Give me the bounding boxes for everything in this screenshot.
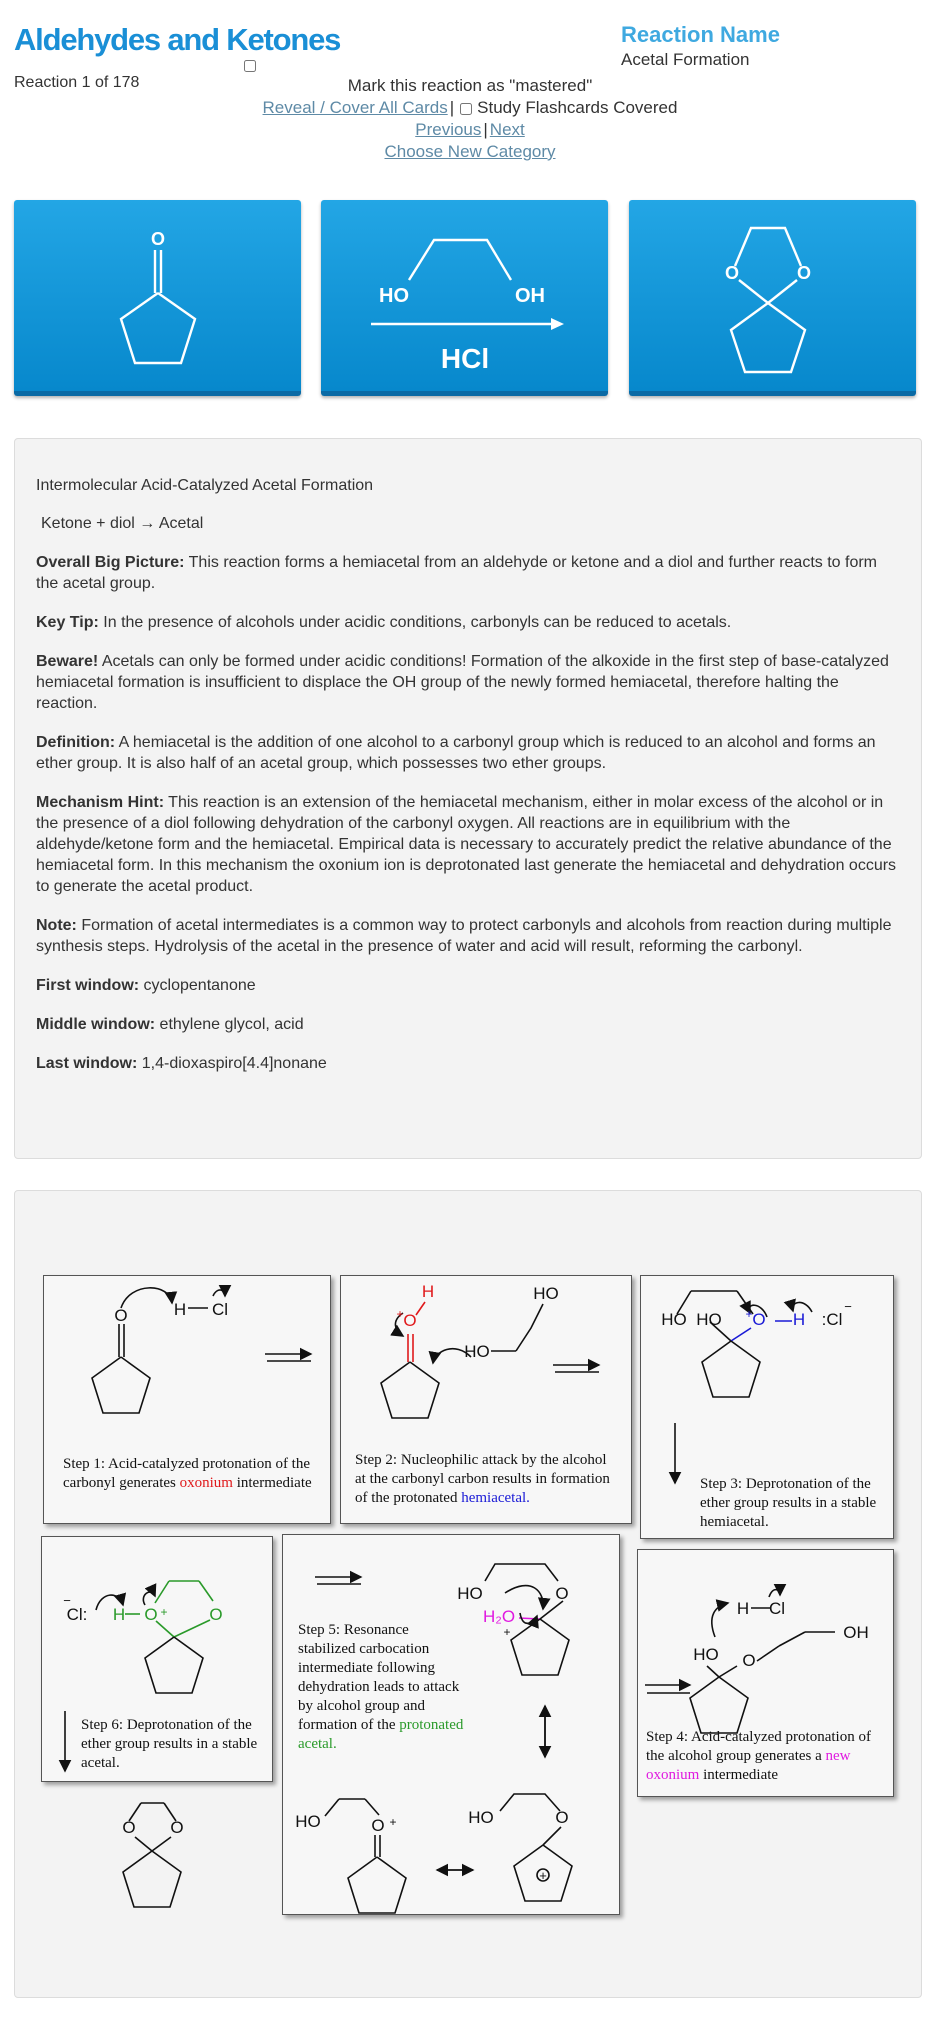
step4-highlight: new oxonium	[646, 1748, 851, 1783]
step5-highlight: protonated acetal.	[298, 1717, 464, 1752]
cl-label: Cl	[768, 1599, 786, 1618]
separator: |	[483, 120, 488, 139]
cyclopentanone-structure	[14, 200, 301, 396]
o-plus-label: O	[371, 1816, 385, 1835]
ho-label: HO	[464, 1342, 490, 1361]
o-label: O	[122, 1818, 136, 1837]
hydroxyl-left-label: HO	[379, 285, 409, 307]
big-picture-lead: Overall Big Picture:	[36, 554, 185, 571]
separator: |	[449, 98, 455, 117]
reactant-card[interactable]	[14, 200, 301, 396]
h-label: H	[736, 1599, 750, 1618]
description-title: Intermolecular Acid-Catalyzed Acetal Formation	[36, 477, 374, 494]
h-label: H	[112, 1605, 126, 1624]
last-window-paragraph	[36, 1053, 900, 1074]
ho-label: HO	[533, 1284, 559, 1303]
note-lead: Note:	[36, 917, 77, 934]
minus-label: −	[63, 1593, 71, 1608]
definition-paragraph	[36, 732, 900, 774]
product-card[interactable]	[629, 200, 916, 396]
o-label: O	[114, 1306, 128, 1325]
reaction-name-heading: Reaction Name	[621, 22, 780, 47]
h-label: H	[173, 1300, 187, 1319]
ring-oxygen-left: O	[724, 263, 740, 283]
hydroxyl-right-label: OH	[515, 285, 545, 307]
plus-label: +	[503, 1625, 511, 1639]
first-window-text: cyclopentanone	[139, 977, 256, 994]
big-picture-paragraph	[36, 552, 900, 594]
last-window-lead: Last window:	[36, 1055, 138, 1072]
plus-label: +	[745, 1307, 753, 1321]
key-tip-paragraph	[36, 612, 900, 633]
big-picture-text: This reaction forms a hemiacetal from an aldehyde or ketone and a diol and further reacts to form the acetal group.	[36, 554, 878, 592]
step1-tail: intermediate	[232, 1475, 312, 1491]
middle-window-lead: Middle window:	[36, 1016, 156, 1033]
o-label: O	[555, 1584, 569, 1603]
step5-text: Step 5: Resonance stabilized carbocation intermediate following dehydration leads to attack by alcohol group and formation of the	[298, 1622, 460, 1733]
definition-text: A hemiacetal is the addition of one alcohol to a carbonyl group which is reduced to an alcohol and forms an ether group. It is also half of an acetal group, which possesses two ether groups.	[36, 734, 876, 772]
plus-label: +	[160, 1605, 168, 1619]
ho-label: HO	[295, 1812, 321, 1831]
carbocation-plus: +	[539, 1868, 547, 1883]
step4-tail: intermediate	[699, 1767, 779, 1783]
acid-label: HCl	[440, 343, 490, 374]
o-label: O	[742, 1651, 756, 1670]
ho-label: HO	[468, 1808, 494, 1827]
step2-text: Step 2: Nucleophilic attack by the alcohol at the carbonyl carbon results in formation of the protonated	[355, 1452, 610, 1506]
beware-lead: Beware!	[36, 653, 99, 670]
step3-text: Step 3: Deprotonation of the ether group results in a stable hemiacetal.	[700, 1476, 877, 1530]
ho-label: HO	[693, 1645, 719, 1664]
plus-label: +	[396, 1307, 404, 1321]
h-label: H	[792, 1310, 806, 1329]
reagent-card[interactable]	[321, 200, 608, 396]
reaction-equation: Ketone + diol → Acetal	[41, 515, 204, 532]
oh-label: OH	[843, 1623, 869, 1642]
plus-label: +	[389, 1815, 397, 1829]
definition-lead: Definition:	[36, 734, 116, 751]
ho-label: HO	[696, 1310, 722, 1329]
o-label: O	[170, 1818, 184, 1837]
step4-text: Step 4: Acid-catalyzed protonation of the alcohol group generates a	[646, 1729, 871, 1764]
ho-label: HO	[457, 1584, 483, 1603]
dioxaspirononane-structure	[629, 200, 916, 396]
chloride-label: Cl:	[66, 1605, 88, 1624]
cl-label: Cl	[211, 1300, 229, 1319]
mastered-label: Mark this reaction as "mastered"	[347, 76, 593, 95]
study-covered-checkbox[interactable]	[460, 103, 472, 115]
step1-highlight: oxonium	[179, 1475, 233, 1491]
h-label: H	[421, 1282, 435, 1301]
o-plus-label: O	[403, 1311, 417, 1330]
first-window-paragraph	[36, 975, 900, 996]
middle-window-paragraph	[36, 1014, 900, 1035]
step6-text: Step 6: Deprotonation of the ether group results in a stable acetal.	[81, 1717, 258, 1771]
first-window-lead: First window:	[36, 977, 140, 994]
note-text: Formation of acetal intermediates is a common way to protect carbonyls and alcohols from reaction during multiple synthesis steps. Hydrolysis of the acetal in the presence of water and acid will result, reforming the carbonyl.	[36, 917, 892, 955]
chloride-label: :Cl	[821, 1310, 843, 1329]
reaction-counter: Reaction 1 of 178	[14, 74, 140, 91]
last-window-text: 1,4-dioxaspiro[4.4]nonane	[137, 1055, 327, 1072]
note-paragraph	[36, 915, 900, 957]
mechanism-hint-paragraph	[36, 792, 900, 897]
mechanism-hint-lead: Mechanism Hint:	[36, 794, 165, 811]
choose-category-link[interactable]: Choose New Category	[384, 142, 556, 161]
minus-label: −	[844, 1299, 852, 1314]
oxygen-label: O	[150, 229, 166, 249]
ho-label: HO	[661, 1310, 687, 1329]
reveal-cover-link[interactable]: Reveal / Cover All Cards	[262, 98, 448, 117]
o-label: O	[555, 1808, 569, 1827]
previous-link[interactable]: Previous	[415, 120, 482, 139]
water-label: H₂O	[482, 1607, 516, 1626]
mechanism-structures	[15, 1191, 923, 1999]
o-plus-label: O	[144, 1605, 158, 1624]
middle-window-text: ethylene glycol, acid	[155, 1016, 304, 1033]
key-tip-text: In the presence of alcohols under acidic conditions, carbonyls can be reduced to acetals.	[98, 614, 732, 631]
description-panel	[14, 438, 922, 1159]
mechanism-panel	[14, 1190, 922, 1998]
beware-text: Acetals can only be formed under acidic conditions! Formation of the alkoxide in the first step of base-catalyzed hemiacetal formation is insufficient to displace the OH group of the newly formed hemiacetal, therefore halting the reaction.	[36, 653, 889, 712]
o-plus-label: O	[752, 1310, 766, 1329]
ethylene-glycol-structure	[321, 200, 608, 396]
mechanism-hint-text: This reaction is an extension of the hemiacetal mechanism, either in molar excess of the alcohol or in the presence of a diol following dehydration of the carbonyl oxygen. All reactions are in equilibrium with the aldehyde/ketone form and the hemiacetal. Empirical data is necessary to accurately predict the relative abundance of the hemiacetal form. In this mechanism the oxonium ion is deprotonated last generate the hemiacetal and dehydration occurs to generate the acetal product.	[36, 794, 897, 895]
mastered-checkbox[interactable]	[244, 60, 256, 72]
next-link[interactable]: Next	[489, 120, 525, 139]
beware-paragraph	[36, 651, 900, 714]
study-covered-label: Study Flashcards Covered	[477, 98, 678, 117]
step1-text: Step 1: Acid-catalyzed protonation of the carbonyl generates	[63, 1456, 311, 1491]
page-title: Aldehydes and Ketones	[14, 22, 341, 57]
card-controls	[240, 60, 700, 163]
o-label: O	[209, 1605, 223, 1624]
key-tip-lead: Key Tip:	[36, 614, 99, 631]
ring-oxygen-right: O	[796, 263, 812, 283]
reaction-name: Acetal Formation	[621, 50, 750, 69]
step2-highlight: hemiacetal.	[461, 1490, 530, 1506]
